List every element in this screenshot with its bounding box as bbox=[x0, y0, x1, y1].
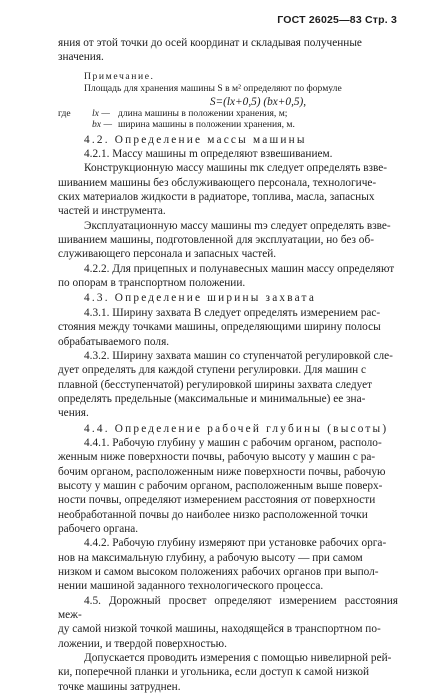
text-line: ду самой низкой точкой машины, находящейся в транспортном по- bbox=[58, 623, 381, 636]
section-heading-4-3: 4.3. Определение ширины захвата bbox=[84, 292, 317, 305]
legend-symbol: lx — bbox=[92, 107, 110, 119]
legend-row bbox=[58, 119, 398, 131]
text-line: точке машины затруднен. bbox=[58, 680, 181, 693]
text-line: дует определять для каждой ступени регулировки. Для машин с bbox=[58, 364, 366, 377]
legend-symbol: bx — bbox=[92, 119, 112, 131]
text-line: определять предельные (максимальные и минимальные) ее зна- bbox=[58, 392, 366, 405]
text-line: по опорам в транспортном положении. bbox=[58, 277, 246, 290]
page-header: ГОСТ 26025—83 Стр. 3 bbox=[277, 14, 397, 26]
note-label: Примечание. bbox=[84, 70, 155, 82]
text-line: шиванием машины без обслуживающего персонала, технологиче- bbox=[58, 176, 377, 189]
text-line: рабочего органа. bbox=[58, 522, 139, 535]
text-line: высоту у машин с рабочим органом, расположенным выше поверх- bbox=[58, 479, 383, 492]
text-line: яния от этой точки до осей координат и складывая полученные bbox=[58, 37, 362, 49]
text-line: нении машиной заданного технологического процесса. bbox=[58, 580, 324, 593]
text-line: ки, поперечной планки и угольника, если доступ к самой низкой bbox=[58, 666, 370, 679]
legend-row bbox=[58, 108, 398, 120]
text-line: 4.2.2. Для прицепных и полунавесных машин массу определяют bbox=[84, 262, 395, 275]
text-line: шиванием машины, подготовленной для эксплуатации, но без об- bbox=[58, 234, 374, 247]
section-heading-4-2: 4.2. Определение массы машины bbox=[84, 133, 307, 146]
document-body bbox=[58, 36, 398, 694]
text-line: обрабатываемого поля. bbox=[58, 335, 170, 348]
note-text: Площадь для хранения машины S в м² определяют по формуле bbox=[84, 82, 342, 94]
section-heading-4-4: 4.4. Определение рабочей глубины (высоты) bbox=[84, 422, 389, 435]
text-line: 4.5. Дорожный просвет определяют измерением расстояния меж- bbox=[58, 594, 398, 622]
legend-text: ширина машины в положении хранения, м. bbox=[118, 119, 295, 131]
text-line: 4.2.1. Массу машины m определяют взвешиванием. bbox=[84, 148, 333, 161]
text-line: стояния между точками машины, определяющими ширину полосы bbox=[58, 321, 381, 334]
text-line: значения. bbox=[58, 51, 104, 64]
text-line: ских материалов жидкости в радиаторе, топлива, масла, запасных bbox=[58, 191, 375, 204]
text-line: чения. bbox=[58, 407, 89, 420]
text-line: 4.4.1. Рабочую глубину у машин с рабочим органом, располо- bbox=[84, 436, 382, 449]
text-line: частей и инструмента. bbox=[58, 205, 166, 218]
text-line: Конструкционную массу машины mк следует определять взве- bbox=[84, 162, 388, 175]
text-line: Эксплуатационную массу машины mэ следует определять взве- bbox=[84, 219, 391, 232]
text-line: нов на максимальную глубину, а рабочую высоту — при самом bbox=[58, 551, 363, 564]
area-formula: S=(lx+0,5) (bx+0,5), bbox=[209, 95, 307, 108]
text-line: ложении, и твердой поверхностью. bbox=[58, 637, 227, 650]
text-line: Допускается проводить измерения с помощью нивелирной рей- bbox=[84, 652, 392, 665]
text-line: 4.3.2. Ширину захвата машин со ступенчатой регулировкой сле- bbox=[84, 349, 393, 362]
text-line: необработанной почвы до наиболее низко расположенной точки bbox=[58, 508, 368, 521]
text-line: 4.3.1. Ширину захвата B следует определять измерением рас- bbox=[84, 306, 381, 319]
legend-where: где bbox=[58, 107, 71, 119]
text-line: плавной (бесступенчатой) регулировкой ширины захвата следует bbox=[58, 378, 373, 391]
text-line: ности почвы, определяют измерением расстояния от поверхности bbox=[58, 494, 376, 507]
legend-text: длина машины в положении хранения, м; bbox=[118, 107, 288, 119]
text-line: бочим органом, расположенным ниже поверхности почвы, рабочую bbox=[58, 465, 386, 478]
text-line: низком и самом высоком положениях рабочих органов при выпол- bbox=[58, 566, 379, 578]
formula-legend bbox=[58, 108, 398, 131]
text-line: женным ниже поверхности почвы, рабочую высоту у машин с ра- bbox=[58, 451, 376, 464]
text-line: служивающего персонала и запасных частей. bbox=[58, 248, 277, 261]
text-line: 4.4.2. Рабочую глубину измеряют при установке рабочих орга- bbox=[84, 537, 387, 550]
